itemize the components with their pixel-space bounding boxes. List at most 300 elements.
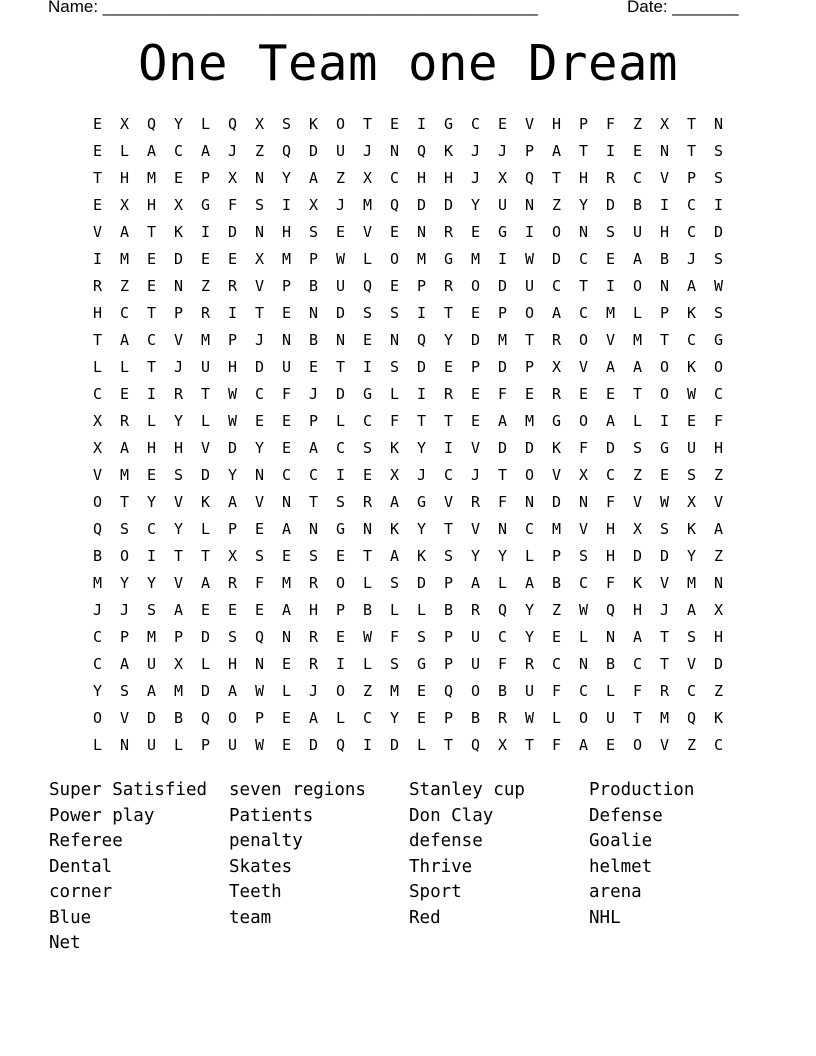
grid-letter: Y bbox=[173, 115, 184, 133]
grid-letter: H bbox=[146, 196, 157, 214]
word-list-item: Sport bbox=[409, 882, 462, 902]
grid-letter: G bbox=[416, 493, 427, 511]
grid-letter: Z bbox=[254, 142, 265, 160]
grid-letter: T bbox=[632, 709, 643, 727]
grid-letter: K bbox=[173, 223, 184, 241]
grid-row bbox=[84, 732, 732, 759]
grid-letter: S bbox=[578, 547, 589, 565]
grid-letter: Q bbox=[524, 169, 535, 187]
grid-letter: V bbox=[713, 493, 724, 511]
grid-letter: T bbox=[146, 223, 157, 241]
grid-letter: Q bbox=[605, 601, 616, 619]
grid-letter: P bbox=[524, 358, 535, 376]
grid-letter: H bbox=[92, 304, 103, 322]
grid-letter: N bbox=[389, 142, 400, 160]
grid-letter: M bbox=[659, 709, 670, 727]
grid-letter: O bbox=[578, 412, 589, 430]
grid-row bbox=[84, 516, 732, 543]
grid-letter: E bbox=[281, 304, 292, 322]
grid-letter: T bbox=[254, 304, 265, 322]
grid-row bbox=[84, 381, 732, 408]
grid-letter: A bbox=[227, 682, 238, 700]
grid-letter: X bbox=[686, 493, 697, 511]
grid-letter: T bbox=[362, 115, 373, 133]
grid-letter: T bbox=[443, 736, 454, 754]
grid-letter: H bbox=[605, 520, 616, 538]
grid-letter: D bbox=[227, 223, 238, 241]
grid-letter: L bbox=[335, 412, 346, 430]
grid-letter: W bbox=[659, 493, 670, 511]
grid-letter: N bbox=[254, 655, 265, 673]
grid-letter: S bbox=[686, 628, 697, 646]
grid-row bbox=[84, 543, 732, 570]
grid-letter: P bbox=[227, 520, 238, 538]
grid-letter: D bbox=[713, 655, 724, 673]
grid-letter: Z bbox=[551, 601, 562, 619]
grid-letter: X bbox=[551, 358, 562, 376]
grid-letter: D bbox=[632, 547, 643, 565]
grid-letter: F bbox=[281, 385, 292, 403]
grid-letter: O bbox=[659, 358, 670, 376]
grid-letter: H bbox=[227, 358, 238, 376]
grid-letter: C bbox=[92, 655, 103, 673]
grid-letter: S bbox=[713, 169, 724, 187]
grid-letter: T bbox=[200, 547, 211, 565]
grid-letter: I bbox=[659, 196, 670, 214]
word-list-item: seven regions bbox=[229, 780, 366, 800]
grid-letter: I bbox=[362, 358, 373, 376]
grid-letter: M bbox=[173, 682, 184, 700]
grid-letter: Z bbox=[200, 277, 211, 295]
grid-letter: E bbox=[281, 709, 292, 727]
grid-letter: W bbox=[578, 601, 589, 619]
grid-letter: N bbox=[254, 223, 265, 241]
grid-letter: T bbox=[578, 277, 589, 295]
grid-letter: O bbox=[470, 682, 481, 700]
grid-letter: X bbox=[497, 169, 508, 187]
word-list bbox=[49, 778, 769, 957]
grid-letter: C bbox=[497, 628, 508, 646]
grid-letter: C bbox=[254, 385, 265, 403]
grid-letter: Q bbox=[389, 196, 400, 214]
date-field-label: Date: _______ bbox=[627, 0, 739, 16]
grid-letter: V bbox=[470, 439, 481, 457]
grid-letter: S bbox=[389, 358, 400, 376]
grid-letter: U bbox=[146, 736, 157, 754]
grid-letter: H bbox=[119, 169, 130, 187]
grid-letter: I bbox=[92, 250, 103, 268]
grid-letter: Y bbox=[173, 412, 184, 430]
grid-row bbox=[84, 219, 732, 246]
grid-letter: P bbox=[173, 628, 184, 646]
grid-letter: E bbox=[92, 115, 103, 133]
grid-letter: K bbox=[551, 439, 562, 457]
grid-letter: Q bbox=[281, 142, 292, 160]
grid-letter: W bbox=[524, 709, 535, 727]
grid-letter: P bbox=[443, 655, 454, 673]
grid-letter: S bbox=[362, 439, 373, 457]
grid-letter: G bbox=[200, 196, 211, 214]
grid-letter: Y bbox=[686, 547, 697, 565]
grid-letter: I bbox=[146, 547, 157, 565]
grid-letter: B bbox=[443, 601, 454, 619]
grid-letter: L bbox=[119, 142, 130, 160]
grid-letter: R bbox=[470, 601, 481, 619]
grid-letter: L bbox=[524, 547, 535, 565]
grid-letter: X bbox=[92, 412, 103, 430]
grid-letter: J bbox=[335, 196, 346, 214]
grid-letter: O bbox=[632, 277, 643, 295]
grid-letter: N bbox=[281, 331, 292, 349]
word-list-item: defense bbox=[409, 831, 483, 851]
grid-letter: T bbox=[578, 142, 589, 160]
grid-letter: C bbox=[281, 466, 292, 484]
grid-letter: E bbox=[146, 466, 157, 484]
grid-letter: A bbox=[119, 655, 130, 673]
grid-letter: X bbox=[578, 466, 589, 484]
grid-letter: X bbox=[308, 196, 319, 214]
grid-letter: D bbox=[416, 358, 427, 376]
grid-letter: X bbox=[632, 520, 643, 538]
grid-letter: F bbox=[227, 196, 238, 214]
grid-letter: W bbox=[362, 628, 373, 646]
grid-letter: X bbox=[389, 466, 400, 484]
grid-letter: L bbox=[362, 250, 373, 268]
grid-letter: C bbox=[443, 466, 454, 484]
grid-letter: L bbox=[173, 736, 184, 754]
grid-letter: G bbox=[416, 655, 427, 673]
grid-letter: M bbox=[470, 250, 481, 268]
grid-letter: C bbox=[578, 682, 589, 700]
grid-letter: E bbox=[605, 250, 616, 268]
grid-letter: N bbox=[416, 223, 427, 241]
grid-letter: O bbox=[578, 331, 589, 349]
grid-letter: A bbox=[119, 331, 130, 349]
grid-letter: C bbox=[551, 277, 562, 295]
grid-letter: B bbox=[551, 574, 562, 592]
grid-letter: R bbox=[605, 169, 616, 187]
grid-letter: K bbox=[632, 574, 643, 592]
grid-letter: O bbox=[470, 277, 481, 295]
grid-letter: Y bbox=[416, 520, 427, 538]
grid-letter: Q bbox=[497, 601, 508, 619]
grid-letter: A bbox=[686, 277, 697, 295]
grid-letter: I bbox=[281, 196, 292, 214]
grid-letter: T bbox=[524, 331, 535, 349]
grid-letter: E bbox=[605, 385, 616, 403]
grid-letter: C bbox=[470, 115, 481, 133]
grid-letter: Q bbox=[200, 709, 211, 727]
grid-letter: O bbox=[92, 493, 103, 511]
grid-letter: A bbox=[119, 439, 130, 457]
word-list-item: penalty bbox=[229, 831, 303, 851]
grid-row bbox=[84, 705, 732, 732]
grid-letter: C bbox=[605, 466, 616, 484]
grid-letter: V bbox=[254, 277, 265, 295]
grid-letter: J bbox=[119, 601, 130, 619]
grid-letter: Y bbox=[254, 439, 265, 457]
grid-letter: A bbox=[713, 520, 724, 538]
grid-letter: H bbox=[308, 601, 319, 619]
grid-letter: E bbox=[362, 331, 373, 349]
grid-letter: Q bbox=[335, 736, 346, 754]
grid-letter: A bbox=[551, 304, 562, 322]
grid-letter: N bbox=[605, 628, 616, 646]
grid-letter: Q bbox=[443, 682, 454, 700]
grid-letter: L bbox=[92, 358, 103, 376]
grid-letter: T bbox=[416, 412, 427, 430]
grid-letter: R bbox=[227, 574, 238, 592]
grid-letter: U bbox=[227, 736, 238, 754]
grid-letter: E bbox=[335, 628, 346, 646]
word-list-item: Super Satisfied bbox=[49, 780, 208, 800]
grid-letter: R bbox=[308, 655, 319, 673]
grid-letter: I bbox=[713, 196, 724, 214]
grid-letter: A bbox=[200, 142, 211, 160]
grid-letter: G bbox=[713, 331, 724, 349]
grid-letter: E bbox=[200, 601, 211, 619]
grid-letter: S bbox=[335, 493, 346, 511]
grid-letter: M bbox=[119, 466, 130, 484]
grid-letter: O bbox=[632, 736, 643, 754]
grid-letter: Y bbox=[119, 574, 130, 592]
grid-letter: S bbox=[227, 628, 238, 646]
grid-letter: V bbox=[524, 115, 535, 133]
grid-letter: V bbox=[551, 466, 562, 484]
grid-letter: W bbox=[686, 385, 697, 403]
grid-letter: E bbox=[173, 169, 184, 187]
grid-letter: E bbox=[227, 250, 238, 268]
grid-letter: D bbox=[308, 142, 319, 160]
grid-letter: X bbox=[173, 196, 184, 214]
grid-letter: A bbox=[470, 574, 481, 592]
grid-letter: N bbox=[497, 520, 508, 538]
grid-letter: A bbox=[308, 169, 319, 187]
grid-letter: V bbox=[173, 331, 184, 349]
grid-letter: J bbox=[416, 466, 427, 484]
grid-letter: P bbox=[227, 331, 238, 349]
grid-letter: T bbox=[686, 142, 697, 160]
grid-letter: V bbox=[119, 709, 130, 727]
letter-grid bbox=[84, 111, 732, 759]
grid-letter: U bbox=[200, 358, 211, 376]
grid-letter: U bbox=[605, 709, 616, 727]
grid-letter: P bbox=[119, 628, 130, 646]
grid-letter: D bbox=[200, 466, 211, 484]
grid-letter: L bbox=[551, 709, 562, 727]
grid-letter: R bbox=[659, 682, 670, 700]
grid-row bbox=[84, 624, 732, 651]
grid-letter: P bbox=[281, 277, 292, 295]
grid-letter: C bbox=[173, 142, 184, 160]
grid-letter: X bbox=[92, 439, 103, 457]
grid-letter: R bbox=[470, 493, 481, 511]
grid-letter: J bbox=[470, 169, 481, 187]
grid-letter: O bbox=[335, 682, 346, 700]
grid-letter: K bbox=[389, 439, 400, 457]
grid-letter: N bbox=[524, 196, 535, 214]
grid-letter: O bbox=[713, 358, 724, 376]
grid-letter: R bbox=[200, 304, 211, 322]
grid-letter: C bbox=[146, 520, 157, 538]
grid-letter: E bbox=[281, 736, 292, 754]
grid-letter: E bbox=[254, 520, 265, 538]
grid-letter: M bbox=[146, 169, 157, 187]
grid-letter: L bbox=[281, 682, 292, 700]
grid-letter: I bbox=[146, 385, 157, 403]
grid-letter: I bbox=[524, 223, 535, 241]
word-list-item: team bbox=[229, 907, 272, 928]
grid-letter: P bbox=[470, 358, 481, 376]
grid-letter: E bbox=[281, 547, 292, 565]
grid-letter: A bbox=[551, 142, 562, 160]
grid-letter: J bbox=[227, 142, 238, 160]
grid-letter: I bbox=[416, 115, 427, 133]
grid-letter: R bbox=[443, 223, 454, 241]
grid-letter: T bbox=[551, 169, 562, 187]
grid-letter: X bbox=[227, 169, 238, 187]
grid-letter: T bbox=[686, 115, 697, 133]
grid-letter: H bbox=[632, 601, 643, 619]
grid-letter: S bbox=[308, 223, 319, 241]
grid-letter: P bbox=[497, 304, 508, 322]
grid-letter: T bbox=[146, 304, 157, 322]
grid-letter: S bbox=[713, 250, 724, 268]
grid-row bbox=[84, 273, 732, 300]
grid-letter: A bbox=[632, 358, 643, 376]
grid-letter: Y bbox=[389, 709, 400, 727]
grid-letter: D bbox=[470, 331, 481, 349]
grid-letter: S bbox=[362, 304, 373, 322]
grid-letter: E bbox=[470, 412, 481, 430]
grid-letter: T bbox=[362, 547, 373, 565]
grid-letter: E bbox=[686, 412, 697, 430]
grid-letter: V bbox=[92, 223, 103, 241]
word-list-item: Blue bbox=[49, 907, 92, 928]
grid-letter: F bbox=[497, 493, 508, 511]
grid-letter: X bbox=[497, 736, 508, 754]
grid-letter: H bbox=[605, 547, 616, 565]
grid-letter: U bbox=[632, 223, 643, 241]
grid-row bbox=[84, 246, 732, 273]
grid-letter: F bbox=[389, 628, 400, 646]
grid-letter: Y bbox=[281, 169, 292, 187]
grid-letter: Z bbox=[551, 196, 562, 214]
grid-row bbox=[84, 138, 732, 165]
grid-letter: F bbox=[254, 574, 265, 592]
grid-letter: S bbox=[119, 682, 130, 700]
grid-letter: P bbox=[551, 547, 562, 565]
grid-letter: W bbox=[254, 682, 265, 700]
grid-letter: D bbox=[497, 277, 508, 295]
grid-letter: T bbox=[92, 331, 103, 349]
grid-row bbox=[84, 462, 732, 489]
grid-letter: L bbox=[200, 520, 211, 538]
grid-letter: Y bbox=[443, 331, 454, 349]
word-list-item: helmet bbox=[589, 856, 653, 877]
grid-letter: C bbox=[713, 736, 724, 754]
grid-letter: K bbox=[416, 547, 427, 565]
grid-letter: H bbox=[146, 439, 157, 457]
grid-letter: Z bbox=[632, 115, 643, 133]
grid-letter: K bbox=[686, 520, 697, 538]
grid-letter: L bbox=[389, 601, 400, 619]
grid-letter: Z bbox=[713, 547, 724, 565]
grid-letter: M bbox=[146, 628, 157, 646]
grid-letter: N bbox=[578, 223, 589, 241]
grid-letter: N bbox=[173, 277, 184, 295]
grid-letter: Q bbox=[146, 115, 157, 133]
grid-letter: I bbox=[605, 142, 616, 160]
grid-letter: O bbox=[578, 709, 589, 727]
grid-letter: T bbox=[443, 304, 454, 322]
grid-letter: V bbox=[173, 574, 184, 592]
grid-letter: E bbox=[605, 736, 616, 754]
grid-letter: O bbox=[551, 223, 562, 241]
grid-letter: G bbox=[443, 115, 454, 133]
grid-letter: M bbox=[362, 196, 373, 214]
grid-letter: A bbox=[632, 250, 643, 268]
grid-letter: V bbox=[362, 223, 373, 241]
grid-letter: P bbox=[686, 169, 697, 187]
grid-letter: K bbox=[686, 304, 697, 322]
grid-letter: G bbox=[551, 412, 562, 430]
grid-row bbox=[84, 300, 732, 327]
word-list-item: Patients bbox=[229, 805, 314, 826]
grid-letter: R bbox=[551, 331, 562, 349]
grid-letter: T bbox=[92, 169, 103, 187]
grid-letter: V bbox=[92, 466, 103, 484]
grid-letter: F bbox=[632, 682, 643, 700]
grid-letter: N bbox=[713, 115, 724, 133]
grid-letter: A bbox=[119, 223, 130, 241]
grid-letter: N bbox=[578, 493, 589, 511]
grid-letter: J bbox=[497, 142, 508, 160]
grid-letter: L bbox=[92, 736, 103, 754]
grid-letter: N bbox=[362, 520, 373, 538]
grid-letter: E bbox=[470, 385, 481, 403]
grid-letter: L bbox=[119, 358, 130, 376]
grid-letter: H bbox=[551, 115, 562, 133]
grid-letter: U bbox=[146, 655, 157, 673]
grid-letter: E bbox=[308, 358, 319, 376]
grid-letter: Q bbox=[227, 115, 238, 133]
grid-letter: W bbox=[524, 250, 535, 268]
grid-letter: B bbox=[362, 601, 373, 619]
grid-letter: D bbox=[551, 493, 562, 511]
grid-letter: B bbox=[173, 709, 184, 727]
grid-letter: M bbox=[92, 574, 103, 592]
word-list-item: Dental bbox=[49, 856, 113, 877]
grid-letter: Z bbox=[119, 277, 130, 295]
grid-letter: U bbox=[470, 628, 481, 646]
grid-letter: G bbox=[497, 223, 508, 241]
grid-letter: E bbox=[389, 115, 400, 133]
grid-letter: L bbox=[605, 682, 616, 700]
grid-letter: A bbox=[686, 601, 697, 619]
grid-letter: J bbox=[173, 358, 184, 376]
grid-letter: E bbox=[335, 547, 346, 565]
grid-letter: X bbox=[254, 250, 265, 268]
grid-letter: T bbox=[524, 736, 535, 754]
grid-letter: E bbox=[416, 709, 427, 727]
grid-letter: O bbox=[335, 574, 346, 592]
grid-letter: M bbox=[605, 304, 616, 322]
grid-letter: J bbox=[686, 250, 697, 268]
grid-letter: R bbox=[92, 277, 103, 295]
grid-letter: S bbox=[443, 547, 454, 565]
grid-letter: E bbox=[470, 304, 481, 322]
